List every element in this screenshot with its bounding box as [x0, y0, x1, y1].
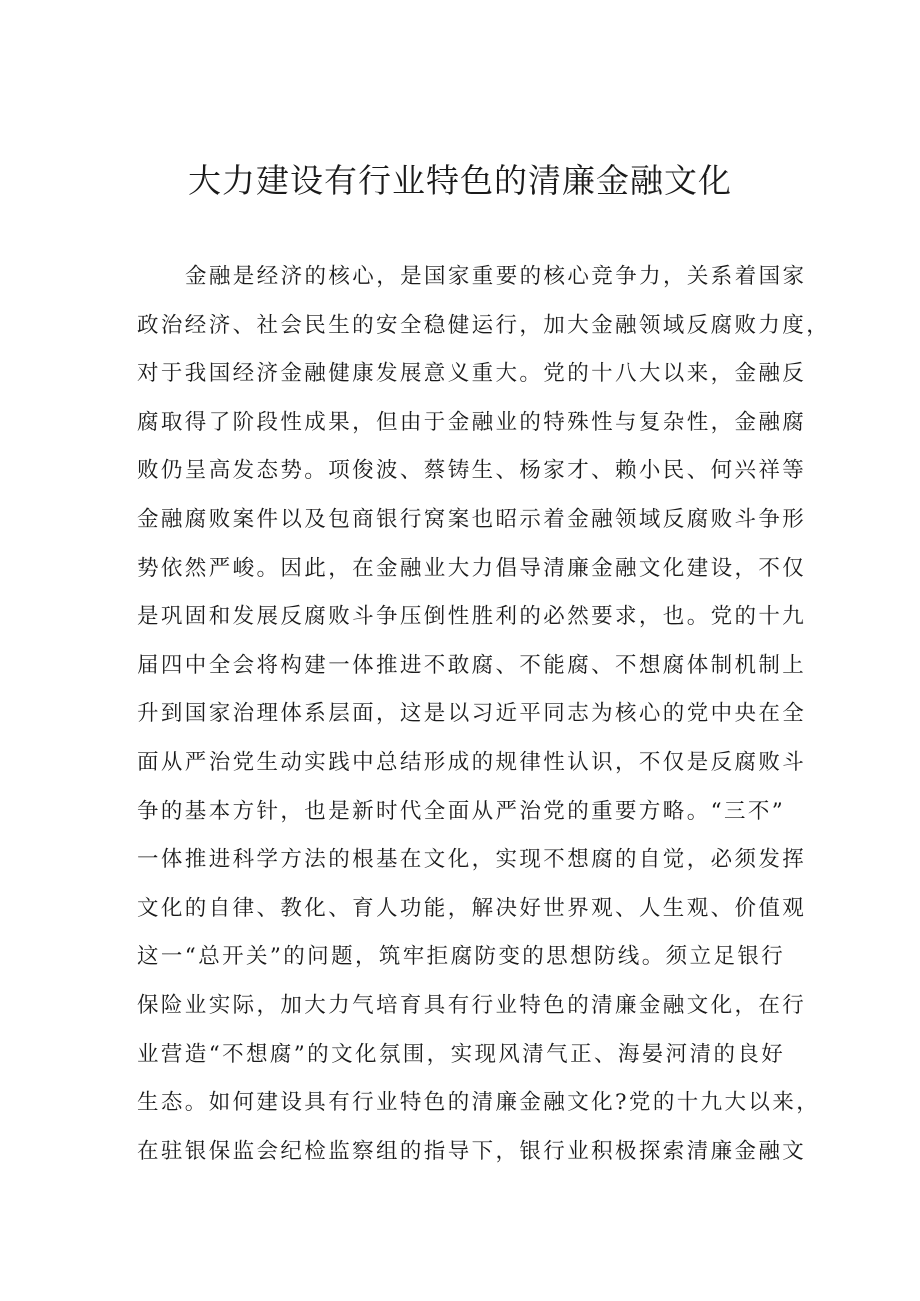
paragraph-line: 保险业实际，加大力气培育具有行业特色的清廉金融文化，在行	[137, 992, 807, 1018]
paragraph-line: 败仍呈高发态势。项俊波、蔡铸生、杨家才、赖小民、何兴祥等	[137, 458, 807, 484]
paragraph-line: 势依然严峻。因此，在金融业大力倡导清廉金融文化建设，不仅	[137, 555, 807, 581]
paragraph-line: 届四中全会将构建一体推进不敢腐、不能腐、不想腐体制机制上	[137, 652, 807, 678]
paragraph-line: 是巩固和发展反腐败斗争压倒性胜利的必然要求，也。党的十九	[137, 604, 807, 630]
paragraph-line: 腐取得了阶段性成果，但由于金融业的特殊性与复杂性，金融腐	[137, 409, 807, 435]
paragraph-line: 面从严治党生动实践中总结形成的规律性认识，不仅是反腐败斗	[137, 749, 807, 775]
paragraph-line: 争的基本方针，也是新时代全面从严治党的重要方略。“三不”	[137, 798, 786, 824]
document-title: 大力建设有行业特色的清廉金融文化	[188, 161, 732, 200]
paragraph-line: 在驻银保监会纪检监察组的指导下，银行业积极探索清廉金融文	[137, 1138, 807, 1164]
paragraph-line: 文化的自律、教化、育人功能，解决好世界观、人生观、价值观	[137, 895, 807, 921]
paragraph-line: 对于我国经济金融健康发展意义重大。党的十八大以来，金融反	[137, 361, 807, 387]
paragraph-line: 金融是经济的核心，是国家重要的核心竞争力，关系着国家	[185, 264, 807, 289]
paragraph-line: 这一“总开关”的问题，筑牢拒腐防变的思想防线。须立足银行	[137, 944, 786, 970]
paragraph-line: 生态。如何建设具有行业特色的清廉金融文化?党的十九大以来，	[137, 1090, 821, 1116]
paragraph-line: 金融腐败案件以及包商银行窝案也昭示着金融领域反腐败斗争形	[137, 506, 807, 532]
paragraph-line: 政治经济、社会民生的安全稳健运行，加大金融领域反腐败力度，	[137, 312, 831, 338]
paragraph-line: 升到国家治理体系层面，这是以习近平同志为核心的党中央在全	[137, 701, 807, 727]
paragraph-line: 业营造“不想腐”的文化氛围，实现风清气正、海晏河清的良好	[137, 1041, 786, 1067]
body-paragraph	[137, 253, 831, 1176]
paragraph-line: 一体推进科学方法的根基在文化，实现不想腐的自觉，必须发挥	[137, 847, 807, 873]
